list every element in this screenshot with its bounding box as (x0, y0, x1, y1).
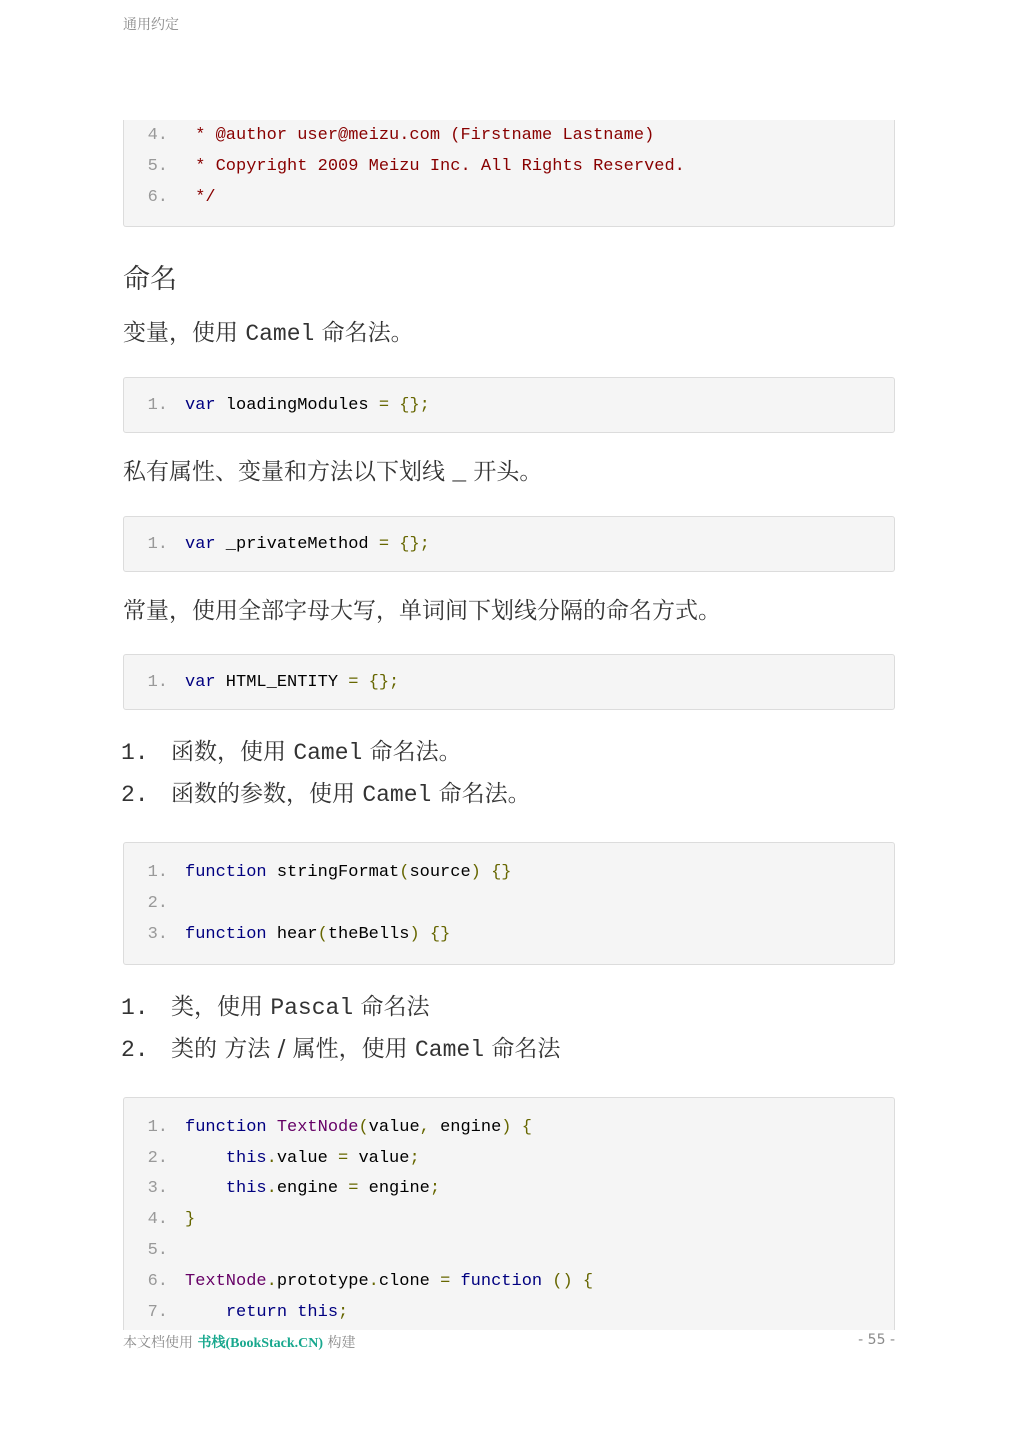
code-line: 4. * @author user@meizu.com (Firstname Lastname) (147, 126, 655, 145)
code-line: 5. * Copyright 2009 Meizu Inc. All Rights Reserved. (147, 156, 685, 176)
paragraph-private: 私有属性、变量和方法以下划线 _ 开头。 (123, 459, 543, 487)
running-header: 通用约定 (123, 17, 179, 33)
section-heading: 命名 (123, 264, 177, 296)
code-block-private (123, 516, 895, 572)
code-line: 1. var loadingModules = {}; (147, 396, 430, 416)
code-line: 2. (147, 894, 168, 914)
list-classes (123, 987, 895, 1071)
code-line: 4. } (147, 1210, 196, 1230)
code-line: 3. this.engine = engine; (147, 1179, 441, 1199)
page-number: - 55 - (858, 1332, 895, 1348)
code-line: 1. function TextNode(value, engine) { (147, 1117, 532, 1137)
list-item: 2. 类的 方法 / 属性，使用 Camel 命名法 (121, 1035, 561, 1063)
code-block-functions (123, 842, 895, 964)
code-line: 6. TextNode.prototype.clone = function () { (147, 1271, 594, 1291)
list-item: 2. 函数的参数，使用 Camel 命名法。 (121, 781, 531, 809)
code-line: 1. var HTML_ENTITY = {}; (147, 673, 400, 693)
code-line: 5. (147, 1240, 168, 1260)
page-footer (123, 1332, 895, 1352)
footer-brand-link[interactable]: 书栈(BookStack.CN) (197, 1336, 324, 1351)
list-item: 1. 类，使用 Pascal 命名法 (121, 993, 430, 1021)
code-line: 1. function stringFormat(source) {} (147, 863, 512, 883)
page-content (123, 120, 895, 1330)
code-line: 7. return this; (147, 1302, 349, 1322)
footer-prefix: 本文档使用 (123, 1335, 198, 1351)
list-item: 1. 函数，使用 Camel 命名法。 (121, 739, 462, 767)
code-line: 6. */ (147, 187, 216, 207)
code-line: 2. this.value = value; (147, 1148, 420, 1168)
code-block-class (123, 1097, 895, 1331)
code-block-comment (123, 120, 895, 227)
code-line: 1. var _privateMethod = {}; (147, 535, 430, 555)
footer-suffix: 构建 (323, 1335, 356, 1351)
code-line: 3. function hear(theBells) {} (147, 924, 451, 944)
list-functions (123, 732, 895, 816)
paragraph-variables: 变量，使用 Camel 命名法。 (123, 320, 414, 348)
code-block-variable (123, 377, 895, 433)
paragraph-constants: 常量，使用全部字母大写，单词间下划线分隔的命名方式。 (123, 598, 721, 625)
code-block-constant (123, 654, 895, 710)
